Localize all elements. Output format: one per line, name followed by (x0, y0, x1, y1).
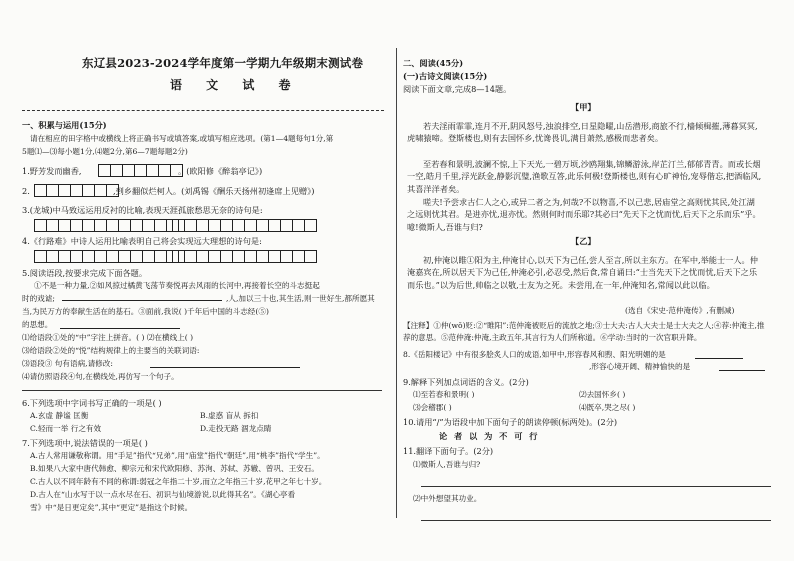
q5-answer-line[interactable] (22, 390, 382, 391)
q9-item-3[interactable]: ⑶会稽郡( ) (413, 403, 452, 412)
q7-option-b[interactable]: B.如果八大家中唐代韩愈、柳宗元和宋代欧阳修、苏洵、苏轼、苏辙、曾巩、王安石。 (30, 464, 319, 473)
q5-passage-line5: 的思想。 (22, 320, 53, 329)
q3-answer-grid-b[interactable] (172, 219, 316, 232)
q5-sub3: ⑶语段③ 句有语病,请修改: (22, 359, 113, 368)
q2-label: 2. (22, 186, 30, 196)
instructions-line1: 请在相应的田字格中或横线上将正确书写或填答案,或填写相应选项。(第1—4题每句1分,第 (30, 134, 334, 143)
q5-passage-line4: 当,为民万方的奉献生活在的基石。③面前,我说( )千年后中国的斗志经(⑤) (22, 307, 269, 316)
q1-answer-grid[interactable] (98, 164, 182, 177)
passage-yi-source: (选自《宋史·范仲淹传》,有删减) (625, 306, 735, 315)
passage-jia-p3: 嗟夫!予尝求古仁人之心,或异二者之为,何哉?不以物喜,不以己悲,居庙堂之高则忧其民,处江湖之远则忧其君。是进亦忧,退亦忧。然则何时而乐耶?其必曰“先天下之忧而忧,后天下之乐而乐”乎。噫!微斯人,吾谁与归? (407, 197, 761, 232)
passage-yi-p1: 初,仲淹以睢①阳为主,仲淹甘心,以天下为己任,尝人至言,所以主东方。在军中,举能士一人。仲淹嘉宾在,所以居天下为己任,仲淹必引,必忍受,然后食,常自诵曰:“士当先天下之忧而忧,后天下之乐而乐也。”以为后世,帅临之以敬,士友为之死。未尝用,在一年,仲淹知名,常闻以此以临。 (407, 255, 758, 290)
q11-text: 11.翻译下面句子。(2分) (403, 446, 494, 456)
subject-title: 语 文 试 卷 (170, 78, 301, 92)
passage-jia-p2: 至若春和景明,波澜不惊,上下天光,一碧万顷,沙鸥翔集,锦鳞游泳,岸芷汀兰,郁郁青青。而或长烟一空,皓月千里,浮光跃金,静影沉璧,渔歌互答,此乐何极!登斯楼也,则有心旷神怡,宠辱偕忘,把酒临风,其喜洋洋者矣。 (407, 159, 762, 194)
q3-answer-grid-a[interactable] (34, 219, 178, 232)
q3-text: 3.(龙城)中马致远运用反衬的比喻,表现天涯孤旅愁思无奈的诗句是: (22, 205, 263, 215)
passage-jia-p1: 若夫淫雨霏霏,连月不开,阴风怒号,浊浪排空,日星隐曜,山岳潜形,商旅不行,樯倾楫摧,薄暮冥冥,虎啸猿啼。登斯楼也,则有去国怀乡,忧谗畏讥,满目萧然,感极而悲者矣。 (407, 121, 758, 144)
q5-passage-line1: ①不是一种力量,②如风掠过橘黄飞荡节奏悦再去风雨的长河中,再接着长空的斗志挺起 (34, 281, 320, 290)
subsection-title: (一)古诗文阅读(15分) (403, 71, 488, 81)
q8-blank-2[interactable] (719, 370, 765, 371)
q7-option-d[interactable]: D.古人在“山水写于以一点水尽在石、初识与仙境游说,以此得其名”。《湖心亭看 (30, 490, 296, 499)
q5-sub4: ⑷请仿照语段④句,在横线处,再仿写一个句子。 (22, 372, 179, 381)
q1-source: 。(欧阳修《醉翁亭记》) (178, 166, 263, 176)
annotations: 【注释】①仲(wǒ)贬:②“睢阳”:范仲淹被贬后的流放之地;③士大夫:古人大夫士是士大夫之人;④荐:仲淹主,推荐的意思。⑤范仲淹:仲淹,主政五年,其言行为人们所称道。⑥学动:当时的一次官职升降。 (403, 321, 765, 343)
right-column (399, 0, 794, 561)
q6-option-a[interactable]: A.玄虚 静谧 匡衡 (30, 411, 89, 420)
q11-answer-line-2[interactable] (421, 520, 771, 521)
q10-sentence[interactable]: 论 者 以 为 不 可 行 (439, 431, 540, 441)
q9-text: 9.解释下列加点词语的含义。(2分) (403, 377, 529, 387)
section1-title: 一、积累与运用(15分) (22, 120, 107, 130)
q5-passage-line2: 时的戏谑; (22, 294, 55, 303)
q9-item-1[interactable]: ⑴至若春和景明( ) (413, 390, 475, 399)
q2-source: ,到乡翻似烂柯人。(刘禹锡《酬乐天扬州初逢席上见赠》) (113, 186, 315, 196)
q7-option-c[interactable]: C.古人以不同年龄有不同的称谓:弱冠之年指二十岁,而立之年指三十岁,花甲之年七十岁。 (30, 477, 327, 486)
q5-text: 5.阅读语段,按要求完成下面各题。 (22, 268, 148, 278)
q9-item-4[interactable]: ⑷既卒,哭之尽( ) (579, 403, 636, 412)
q10-text: 10.请用“/”为语段中加下面句子的朗读停顿(标两处)。(2分) (403, 417, 618, 427)
q4-text: 4.《行路难》中诗人运用比喻表明自己将会实现远大理想的诗句是: (22, 236, 262, 246)
q5-sub2: ⑶给语段②处的“悦”结构规律上的主要当的关联词语: (22, 346, 200, 355)
q6-option-d[interactable]: D.走投无路 涸龙点睛 (200, 424, 272, 433)
q7-text: 7.下列选项中,说法错误的一项是( ) (22, 438, 148, 448)
left-column (0, 0, 395, 561)
q5-blank-1[interactable] (62, 300, 222, 301)
divider (22, 110, 384, 111)
q2-answer-grid[interactable] (34, 184, 118, 197)
instructions-line2: 5题⑴—⑶每小题1分,⑷题2分,第6—7题每题2分) (22, 147, 188, 156)
q5-sub3-blank[interactable] (150, 367, 300, 368)
q1-label: 1.野芳发而幽香, (22, 166, 82, 176)
q6-option-b[interactable]: B.虚惑 盲从 拆扣 (200, 411, 259, 420)
q5-blank-2[interactable] (60, 328, 180, 329)
q8-text-b: ,形容心境开阔、精神愉快的是 (589, 362, 691, 371)
q11-item-2: ⑵中外想望其功业。 (413, 494, 482, 503)
section2-title: 二、阅读(45分) (403, 58, 464, 68)
q11-answer-line-1[interactable] (421, 486, 771, 487)
q5-sub1: ⑴给语段①处的“中”字注上拼音。( ) ⑵在横线上( ) (22, 333, 194, 342)
q11-item-1: ⑴微斯人,吾谁与归? (413, 460, 481, 469)
q7-option-a[interactable]: A.古人常用谦敬称谓。用“手足”指代“兄弟”,用“庙堂”指代“朝廷”,用“桃李”指代“学生”。 (30, 451, 325, 460)
q6-option-c[interactable]: C.轻而一举 行之有效 (30, 424, 102, 433)
passage-jia-label: 【甲】 (571, 102, 596, 112)
q9-item-2[interactable]: ⑵去国怀乡( ) (579, 390, 626, 399)
q4-answer-grid-b[interactable] (172, 250, 316, 263)
q4-answer-grid-a[interactable] (34, 250, 178, 263)
q8-blank-1[interactable] (695, 358, 743, 359)
q7-option-d-cont: 雪》中“是日更定矣”,其中“更定”是指这个时候。 (30, 503, 193, 512)
q8-text: 8.《岳阳楼记》中有很多脍炙人口的成语,如甲中,形容春风和煦、阳光明媚的是 (403, 350, 666, 359)
q5-passage-line3: ,人,加以三十也,其生活,则一世好生,都所愿其 (226, 294, 375, 303)
reading-instructions: 阅读下面文章,完成8—14题。 (403, 84, 512, 94)
column-divider (396, 48, 397, 518)
q6-text: 6.下列选项中字词书写正确的一项是( ) (22, 398, 162, 408)
exam-title: 东辽县2023-2024学年度第一学期九年级期末测试卷 (82, 56, 364, 70)
passage-yi-label: 【乙】 (571, 236, 596, 246)
